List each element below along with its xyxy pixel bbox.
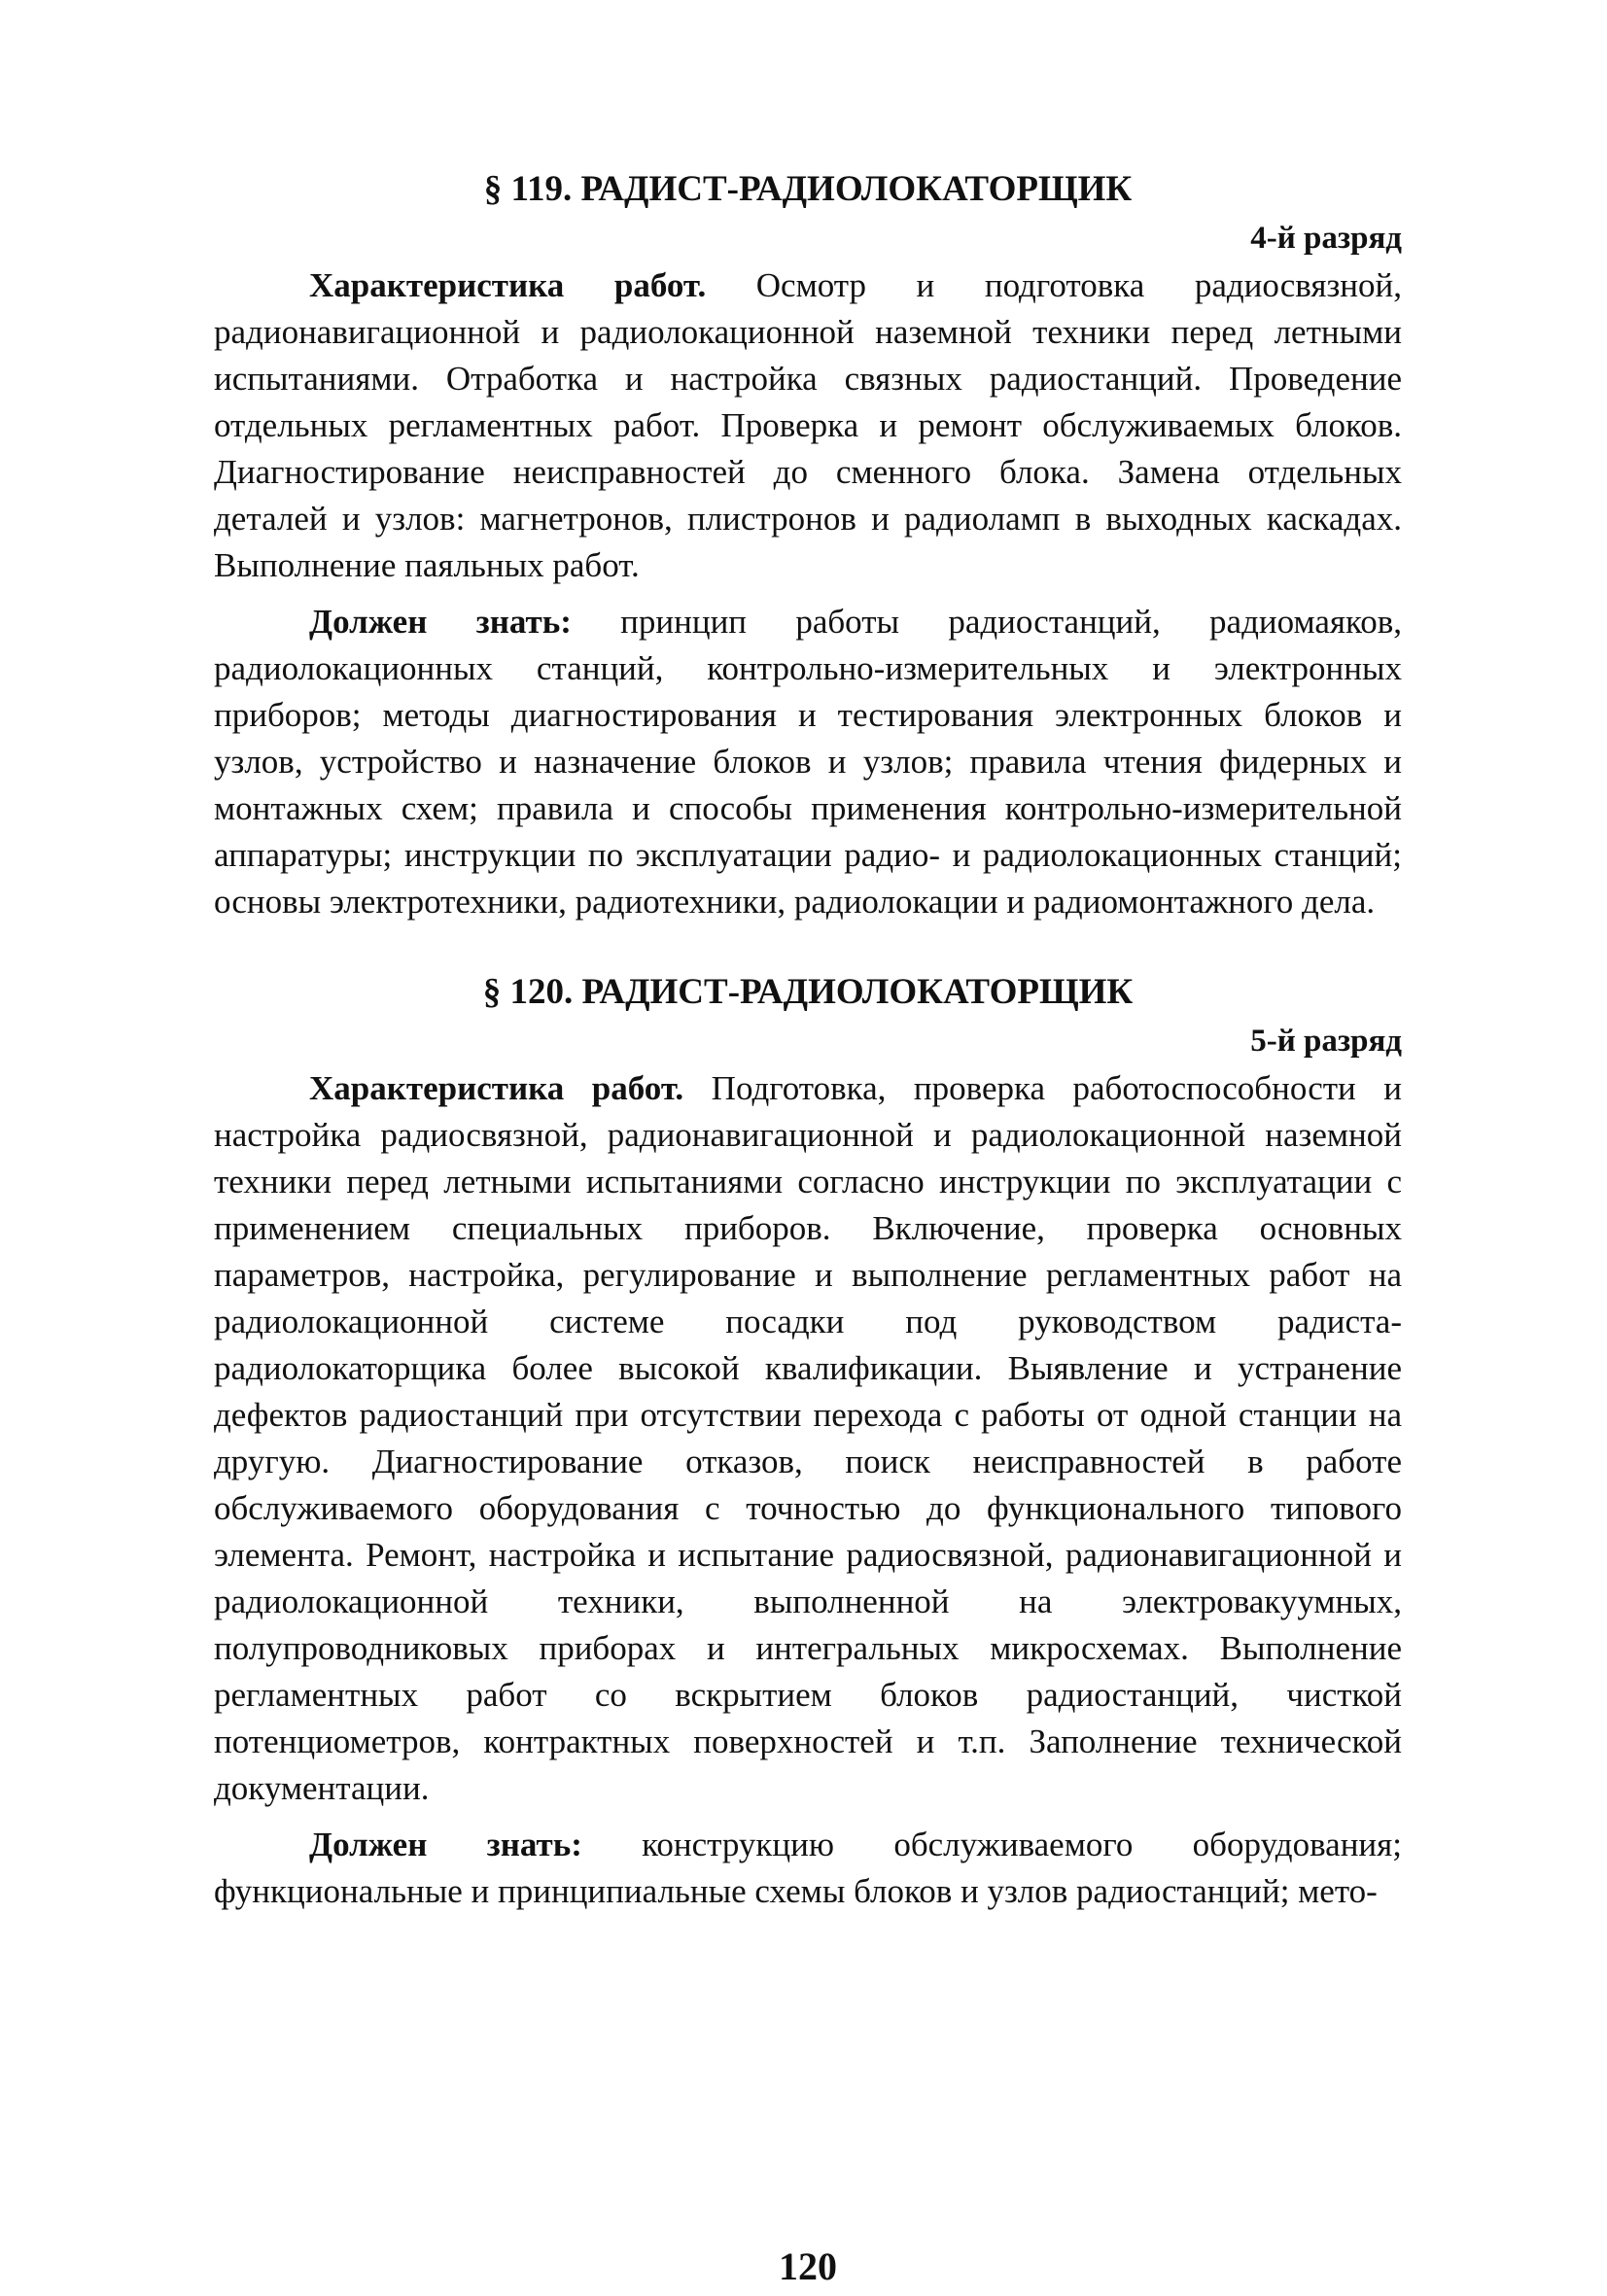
section-119 bbox=[214, 165, 1402, 925]
must-know-paragraph bbox=[214, 1822, 1402, 1915]
work-characteristics-paragraph bbox=[214, 262, 1402, 589]
page-number: 120 bbox=[779, 2244, 837, 2288]
work-characteristics-text: Подготовка, проверка работоспособности и настройка радиосвязной, радионавигационной и радиолокационной наземной техники перед летными испытаниями согласно инструкции по эксплуатации с применением специальных приборов. Включение, проверка основных параметров, настройка, регулирование и выполнение регламентных работ на радиолокационной системе посадки под руководством радиста-радиолокаторщика более высокой квалификации. Выявление и устранение дефектов радиостанций при отсутствии перехода с работы от одной станции на другую. Диагностирование отказов, поиск неисправностей в работе обслуживаемого оборудования с точностью до функционального типового элемента. Ремонт, настройка и испытание радиосвязной, радионавигационной и радиолокационной техники, выполненной на электровакуумных, полупроводниковых приборах и интегральных микросхемах. Выполнение регламентных работ со вскрытием блоков радиостанций, чисткой потенциометров, контрактных поверхностей и т.п. Заполнение технической документации. bbox=[214, 1069, 1402, 1807]
work-characteristics-lead: Характеристика работ. bbox=[309, 1069, 684, 1107]
grade-label: 5-й разряд bbox=[1250, 1024, 1402, 1059]
work-characteristics-paragraph bbox=[214, 1065, 1402, 1812]
section-title: § 120. РАДИСТ-РАДИОЛОКАТОРЩИК bbox=[482, 972, 1134, 1012]
work-characteristics-lead: Характеристика работ. bbox=[309, 266, 707, 304]
section-title: § 119. РАДИСТ-РАДИОЛОКАТОРЩИК bbox=[483, 169, 1133, 209]
must-know-text: конструкцию обслуживаемого оборудования; функциональные и принципиальные схемы блоков и узлов радиостанций; мето- bbox=[214, 1826, 1402, 1910]
must-know-paragraph bbox=[214, 599, 1402, 925]
must-know-lead: Должен знать: bbox=[309, 1826, 582, 1863]
must-know-text: принцип работы радиостанций, радиомаяков, радиолокационных станций, контрольно-измерительных и электронных приборов; методы диагностирования и тестирования электронных блоков и узлов, устройство и назначение блоков и узлов; правила чтения фидерных и монтажных схем; правила и способы применения контрольно-измерительной аппаратуры; инструкции по эксплуатации радио- и радиолокационных станций; основы электротехники, радиотехники, радиолокации и радиомонтажного дела. bbox=[214, 603, 1402, 921]
work-characteristics-text: Осмотр и подготовка радиосвязной, радионавигационной и радиолокационной наземной техники перед летными испытаниями. Отработка и настройка связных радиостанций. Проведение отдельных регламентных работ. Проверка и ремонт обслуживаемых блоков. Диагностирование неисправностей до сменного блока. Замена отдельных деталей и узлов: магнетронов, плистронов и радиоламп в выходных каскадах. Выполнение паяльных работ. bbox=[214, 266, 1402, 584]
grade-label: 4-й разряд bbox=[1250, 221, 1402, 256]
must-know-lead: Должен знать: bbox=[309, 603, 572, 641]
section-120 bbox=[214, 968, 1402, 1915]
document-page bbox=[214, 165, 1402, 2288]
